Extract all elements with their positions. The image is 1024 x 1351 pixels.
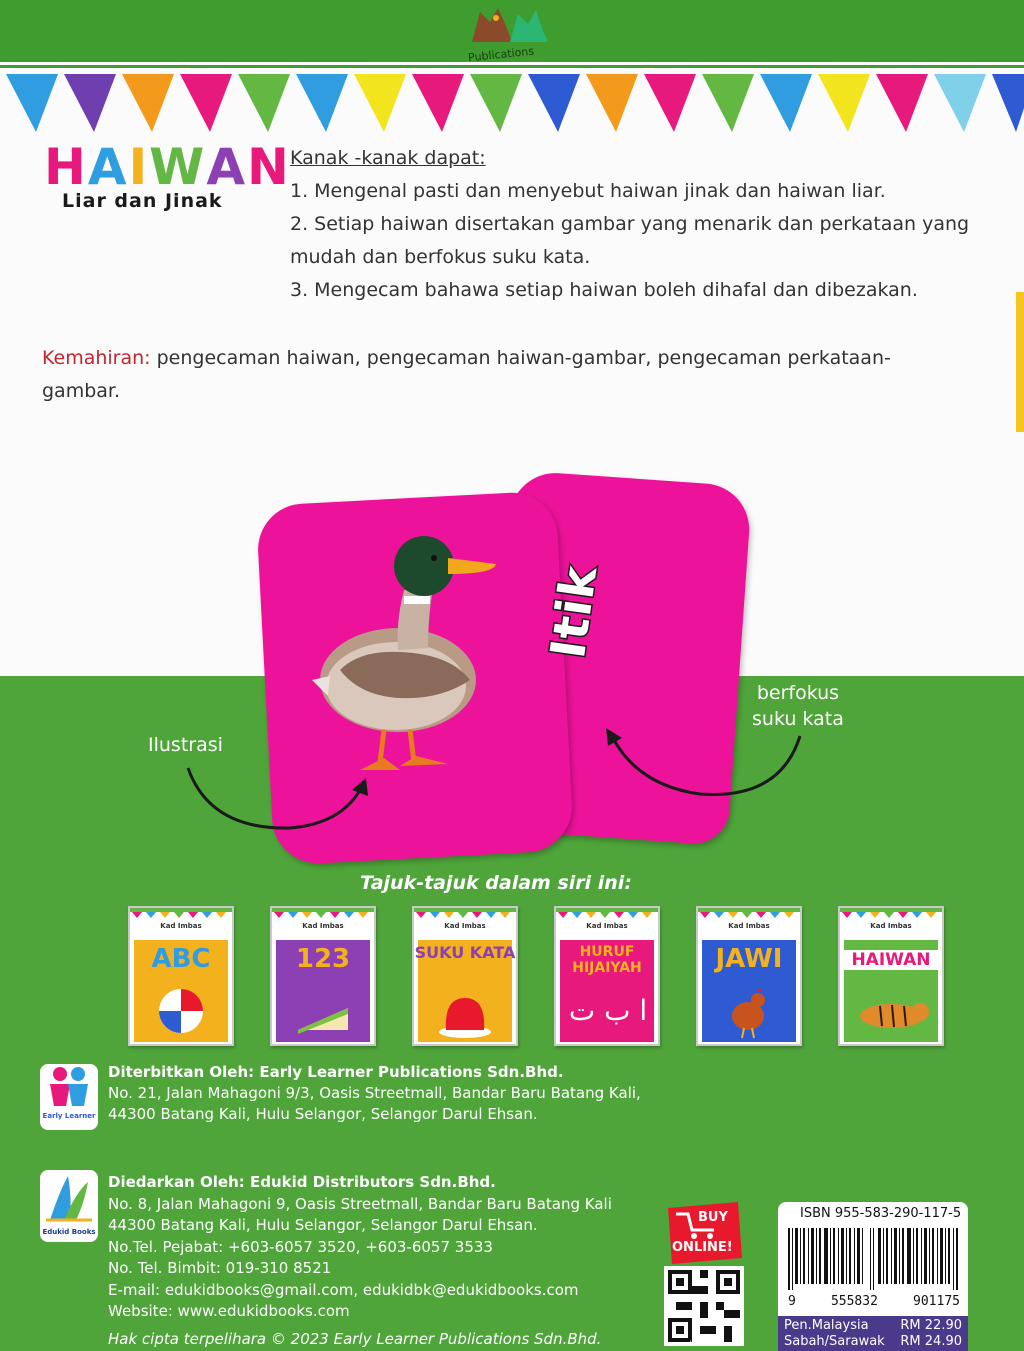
title-letter: A	[87, 138, 129, 196]
series-book-kad: Kad Imbas	[586, 922, 628, 930]
series-book-kad: Kad Imbas	[444, 922, 486, 930]
price-value: RM 24.90	[900, 1334, 962, 1349]
price-region: Sabah/Sarawak	[784, 1334, 885, 1349]
description-point: 1. Mengenal pasti dan menyebut haiwan jinak dan haiwan liar.	[290, 180, 886, 202]
series-book-kad: Kad Imbas	[302, 922, 344, 930]
distributor-lead: Diedarkan Oleh: Edukid Distributors Sdn.Bhd.	[108, 1173, 496, 1191]
publisher-address-line: 44300 Batang Kali, Hulu Selangor, Selangor Darul Ehsan.	[108, 1105, 538, 1123]
cake-icon	[294, 1000, 352, 1036]
description-point: 3. Mengecam bahawa setiap haiwan boleh dihafal dan dibezakan.	[290, 279, 918, 301]
distributor-line: No. Tel. Bimbit: 019-310 8521	[108, 1259, 332, 1277]
product-subtitle: Liar dan Jinak	[62, 190, 223, 212]
series-book-title: 123	[295, 944, 351, 974]
description-point: 2. Setiap haiwan disertakan gambar yang menarik dan perkataan yang mudah dan berfokus suku kata.	[290, 213, 970, 268]
title-letter: A	[206, 138, 248, 196]
skills-block	[42, 342, 942, 408]
duck-illustration	[300, 530, 510, 790]
illustration-annotation: Ilustrasi	[148, 734, 223, 756]
early-learner-logo	[40, 1064, 98, 1130]
series-book-title: HURUF HIJAIYAH	[572, 944, 642, 976]
series-title: Tajuk-tajuk dalam siri ini:	[360, 872, 632, 894]
ean-digits	[788, 1294, 960, 1309]
title-letter: H	[44, 138, 88, 196]
title-letter: I	[128, 138, 150, 196]
arabic-letters-icon: ا ب ت	[568, 994, 648, 1027]
skills-text: pengecaman haiwan, pengecaman haiwan-gambar, pengecaman perkataan-gambar.	[42, 347, 891, 402]
series-book-kad: Kad Imbas	[870, 922, 912, 930]
product-logo	[44, 138, 291, 288]
series-book	[412, 906, 518, 1046]
side-edge	[1016, 292, 1024, 432]
buy-online-badge	[664, 1200, 744, 1266]
jelly-icon	[438, 992, 492, 1038]
series-book-title: HAIWAN	[840, 950, 942, 970]
distributor-line: 44300 Batang Kali, Hulu Selangor, Selangor Darul Ehsan.	[108, 1216, 538, 1234]
product-title	[44, 138, 291, 196]
series-book	[696, 906, 802, 1046]
online-label: ONLINE!	[672, 1240, 733, 1255]
distributor-line: No.Tel. Pejabat: +603-6057 3520, +603-6057 3533	[108, 1237, 493, 1256]
qr-url: www.edukidbooks.com	[664, 1340, 745, 1348]
skills-label: Kemahiran:	[42, 347, 151, 369]
early-learner-caption: Early Learner	[42, 1112, 96, 1120]
series-books	[128, 906, 948, 1048]
edukid-caption: Edukid Books	[42, 1228, 96, 1236]
ean-last: 901175	[913, 1294, 960, 1309]
syllable-annotation	[752, 680, 844, 732]
rooster-icon	[726, 986, 774, 1040]
series-book-kad: Kad Imbas	[160, 922, 202, 930]
price-value: RM 22.90	[900, 1318, 962, 1333]
tiger-icon	[850, 990, 934, 1036]
price-row	[784, 1334, 962, 1350]
series-book	[128, 906, 234, 1046]
copyright-notice: Hak cipta terpelihara © 2023 Early Learner Publications Sdn.Bhd.	[108, 1330, 602, 1348]
title-letter: W	[149, 138, 207, 196]
distributor-line: E-mail: edukidbooks@gmail.com, edukidbk@edukidbooks.com	[108, 1280, 579, 1299]
ean-first: 9	[788, 1294, 796, 1309]
barcode	[786, 1228, 960, 1290]
publisher-logo-text: Publications	[467, 44, 535, 65]
card-word: Itik	[540, 561, 609, 662]
publisher-address-line: No. 21, Jalan Mahagoni 9/3, Oasis Streetmall, Bandar Baru Batang Kali,	[108, 1084, 641, 1102]
publisher-lead: Diterbitkan Oleh: Early Learner Publications Sdn.Bhd.	[108, 1063, 564, 1081]
series-book	[554, 906, 660, 1046]
title-letter: N	[247, 138, 291, 196]
publisher-logo-mark	[462, 4, 562, 66]
series-book	[838, 906, 944, 1046]
isbn-number: ISBN 955-583-290-117-5	[800, 1206, 962, 1221]
price-row	[784, 1318, 962, 1334]
description-heading: Kanak -kanak dapat:	[290, 147, 486, 169]
buy-label: BUY	[698, 1210, 728, 1225]
edukid-logo	[40, 1170, 98, 1242]
ean-middle: 555832	[830, 1294, 878, 1309]
bunting-decoration	[0, 68, 1024, 138]
qr-code	[664, 1266, 744, 1346]
distributor-line: Website: www.edukidbooks.com	[108, 1302, 350, 1320]
description-block	[290, 142, 970, 307]
series-book-title: JAWI	[715, 944, 783, 974]
isbn-box	[778, 1202, 968, 1351]
syllable-annotation-line: suku kata	[752, 708, 844, 730]
syllable-annotation-line: berfokus	[756, 682, 840, 704]
series-book-title: ABC	[151, 944, 211, 974]
series-book-title: SUKU KATA	[414, 943, 516, 962]
distributor-line: No. 8, Jalan Mahagoni 9, Oasis Streetmall, Bandar Baru Batang Kali	[108, 1194, 612, 1213]
price-region: Pen.Malaysia	[784, 1318, 869, 1333]
distributor-info	[108, 1172, 668, 1323]
series-book-kad: Kad Imbas	[728, 922, 770, 930]
publisher-info	[108, 1062, 668, 1125]
ball-icon	[156, 986, 206, 1036]
series-book	[270, 906, 376, 1046]
price-panel	[778, 1316, 968, 1351]
